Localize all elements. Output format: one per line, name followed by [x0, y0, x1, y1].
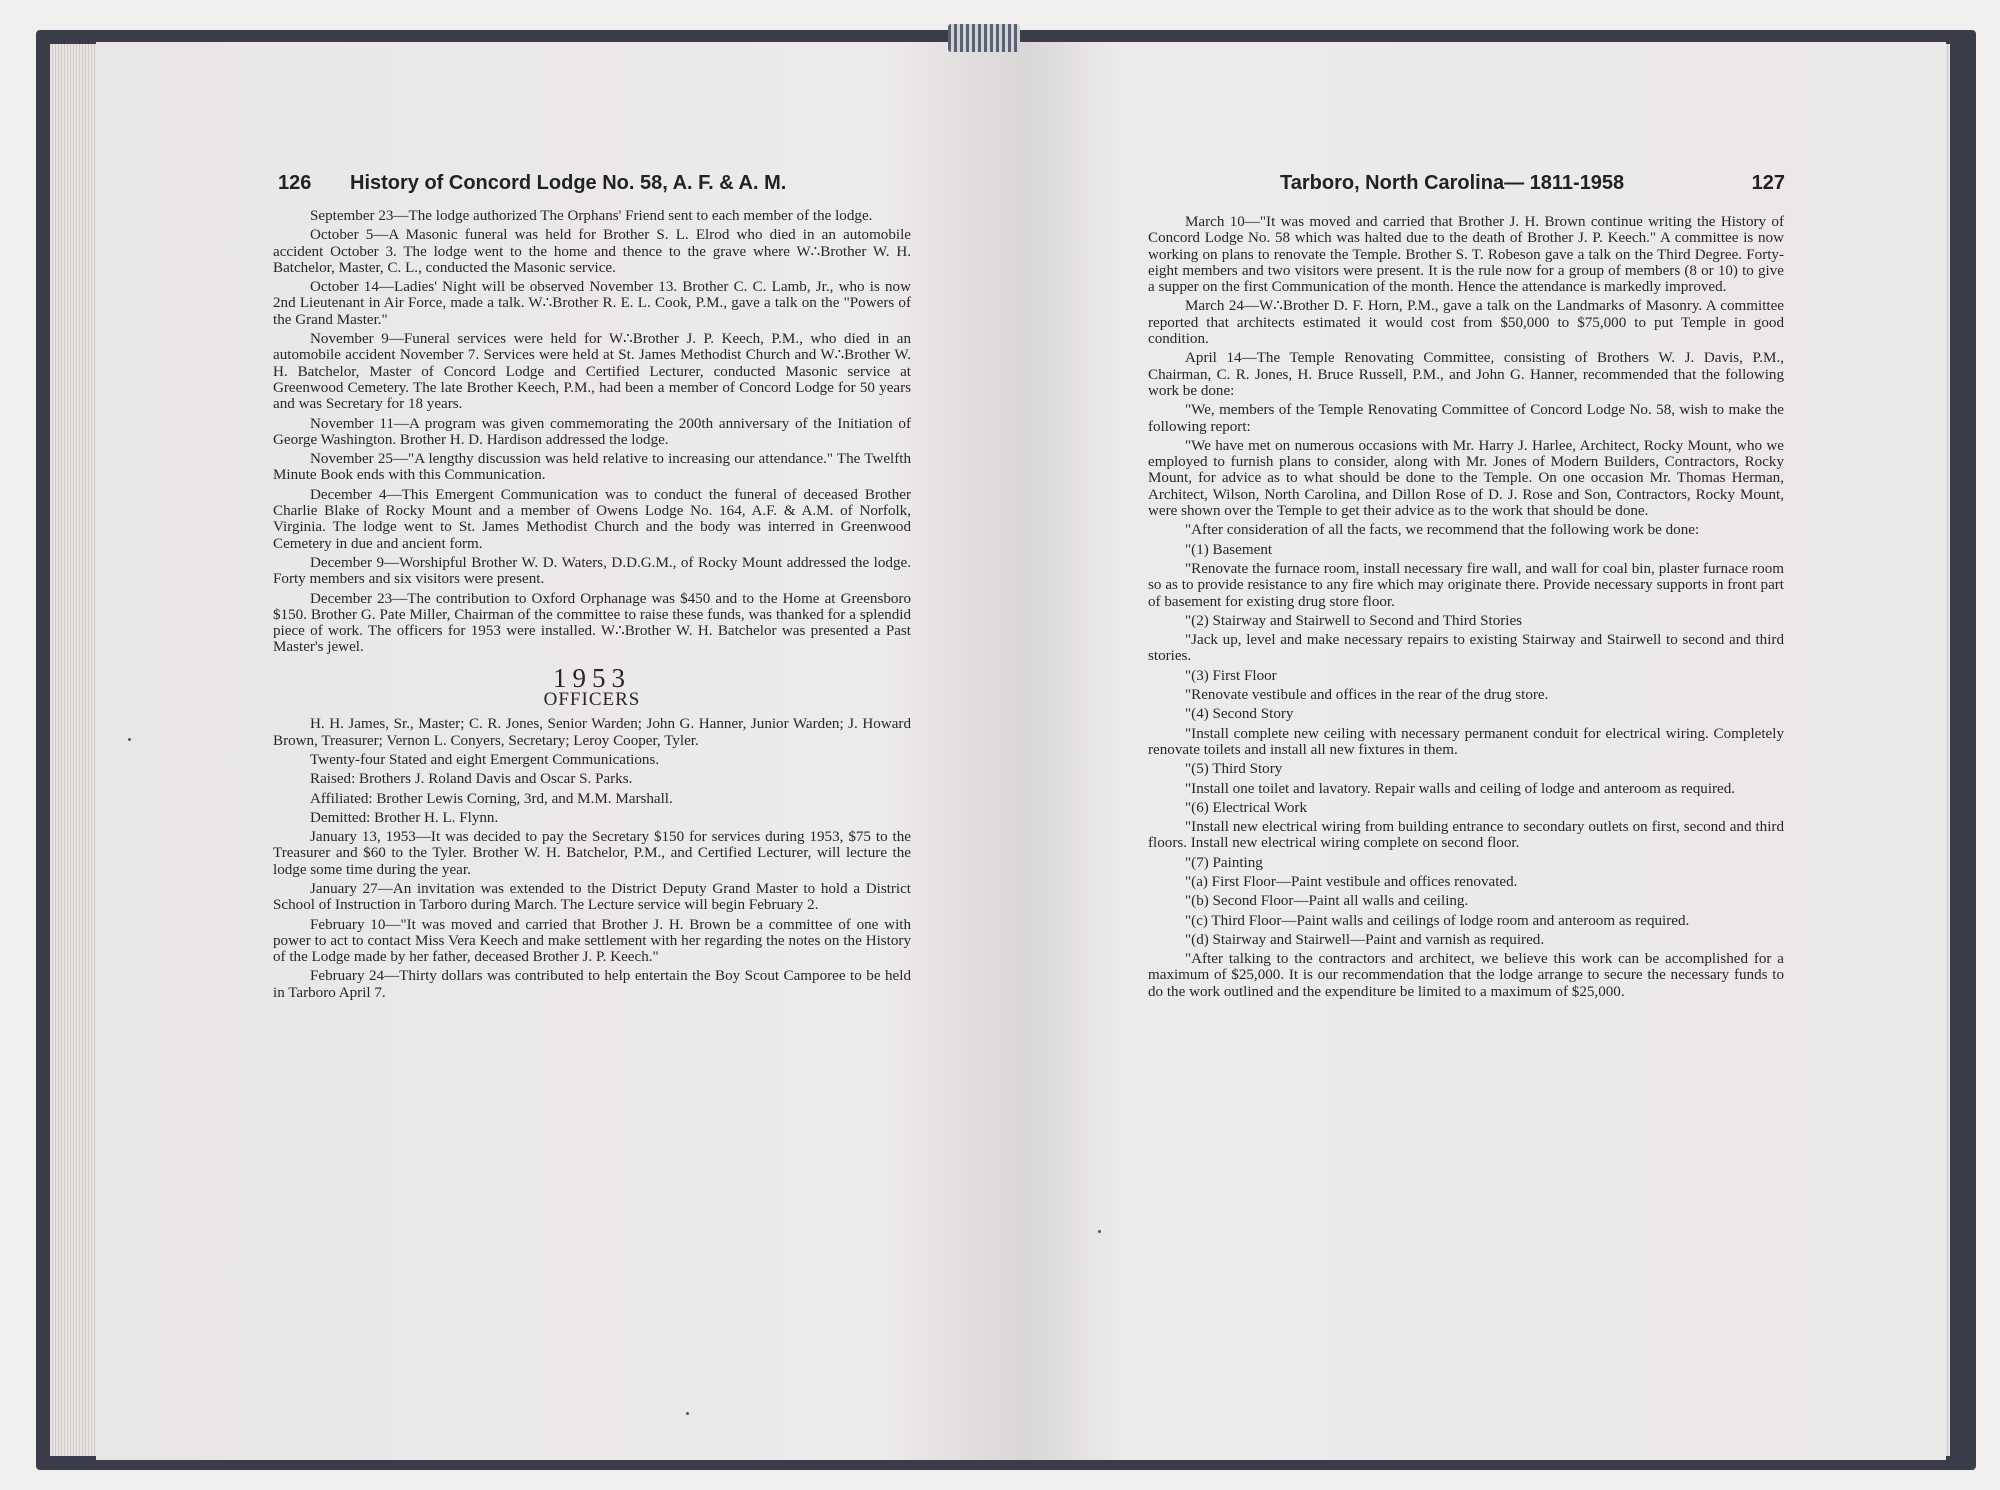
right-page-number: 127 — [1751, 172, 1785, 194]
minute-entry: "We have met on numerous occasions with Mr. Harry J. Harlee, Architect, Rocky Mount, who we employed to furnish plans to consider, along with Mr. Jones of Modern Builders, Contractors, Rocky Mount, for advice as to what should be done to the Temple. On one occasion Mr. Thomas Herman, Architect, Wilson, North Carolina, and Dillon Rose of D. J. Rose and Son, Contractors, Rocky Mount, were shown over the Temple to get their advice as to the work that should be done. — [1148, 437, 1784, 520]
left-text-column — [273, 208, 911, 1004]
minute-entry: September 23—The lodge authorized The Orphans' Friend sent to each member of the lodge. — [310, 208, 873, 224]
minute-entry: October 5—A Masonic funeral was held for Brother S. L. Elrod who died in an automobile accident October 3. The lodge went to the home and thence to the grave where W∴Brother W. H. Batchelor, Master, C. L., conducted the Masonic service. — [273, 227, 911, 276]
left-entries-1952 — [273, 208, 911, 656]
minute-entry: April 14—The Temple Renovating Committee, consisting of Brothers W. J. Davis, P.M., Chairman, C. R. Jones, H. Bruce Russell, P.M., and John G. Hanner, recommended that the following work be done: — [1148, 350, 1784, 399]
minute-entry: "(4) Second Story — [1185, 706, 1294, 723]
officers-heading: OFFICERS — [543, 689, 641, 711]
minute-entry: November 25—"A lengthy discussion was held relative to increasing our attendance." The Twelfth Minute Book ends with this Communication. — [273, 451, 911, 484]
right-text-column — [1148, 214, 1784, 1003]
minute-entry: December 23—The contribution to Oxford Orphanage was $450 and to the Home at Greensboro $150. Brother G. Pate Miller, Chairman of the committee to raise these funds, was thanked for a splendid piece of work. The officers for 1953 were installed. W∴Brother W. H. Batchelor was presented a Past Master's jewel. — [273, 590, 911, 656]
minute-entry: "(6) Electrical Work — [1185, 799, 1308, 816]
minute-entry: "Renovate the furnace room, install necessary fire wall, and wall for coal bin, plaster furnace room so as to provide resistance to any fire which may originate there. Provide necessary supports in front part of basement for existing drug store floor. — [1148, 560, 1784, 610]
minute-entry: "(d) Stairway and Stairwell—Paint and varnish as required. — [1185, 931, 1545, 948]
minute-entry: "Renovate vestibule and offices in the rear of the drug store. — [1185, 687, 1549, 704]
minute-entry: "(b) Second Floor—Paint all walls and ceiling. — [1185, 893, 1469, 910]
minute-entry: "We, members of the Temple Renovating Committee of Concord Lodge No. 58, wish to make the following report: — [1148, 402, 1784, 435]
minute-entry: "Jack up, level and make necessary repairs to existing Stairway and Stairwell to second and third stories. — [1148, 632, 1784, 665]
spine-binding-thread — [948, 24, 1020, 52]
left-running-head-title: History of Concord Lodge No. 58, A. F. & A. M. — [350, 172, 787, 194]
right-running-head-title: Tarboro, North Carolina— 1811-1958 — [1280, 172, 1625, 194]
minute-entry: "Install one toilet and lavatory. Repair walls and ceiling of lodge and anteroom as required. — [1185, 780, 1736, 797]
minute-entry: October 14—Ladies' Night will be observed November 13. Brother C. C. Lamb, Jr., who is now 2nd Lieutenant in Air Force, made a talk. W∴Brother R. E. L. Cook, P.M., gave a talk on the "Powers of the Grand Master." — [273, 279, 911, 328]
print-speck — [128, 738, 131, 741]
minute-entry: "(2) Stairway and Stairwell to Second and Third Stories — [1185, 612, 1523, 629]
minute-entry: March 10—"It was moved and carried that Brother J. H. Brown continue writing the History of Concord Lodge No. 58 which was halted due to the death of Brother J. P. Keech." A committee is now working on plans to renovate the Temple. Brother S. T. Robeson gave a talk on the Third Degree. Forty-eight members and two visitors were present. It is the rule now for a group of members (8 or 10) to give a supper on the first Communication of the month. Hence the attendance is markedly improved. — [1148, 214, 1784, 296]
print-speck — [686, 1412, 689, 1415]
minute-entry: December 9—Worshipful Brother W. D. Waters, D.D.G.M., of Rocky Mount addressed the lodge. Forty members and six visitors were present. — [273, 554, 911, 588]
left-entries-1953 — [273, 716, 911, 1001]
minute-entry: January 13, 1953—It was decided to pay the Secretary $150 for services during 1953, $75 to the Treasurer and $60 to the Tyler. Brother W. H. Batchelor, P.M., and Certified Lecturer, will lecture the lodge some time during the year. — [273, 829, 911, 878]
minute-entry: Affiliated: Brother Lewis Corning, 3rd, and M.M. Marshall. — [310, 790, 673, 807]
minute-entry: February 24—Thirty dollars was contributed to help entertain the Boy Scout Camporee to be held in Tarboro April 7. — [273, 968, 911, 1001]
minute-entry: "(c) Third Floor—Paint walls and ceilings of lodge room and anteroom as required. — [1185, 912, 1690, 929]
minute-entry: "After talking to the contractors and architect, we believe this work can be accomplished for a maximum of $25,000. It is our recommendation that the lodge arrange to secure the necessary funds to do the work outlined and the expenditure be limited to a maximum of $25,000. — [1148, 951, 1784, 1000]
right-running-header — [1280, 172, 1785, 202]
minute-entry: November 11—A program was given commemorating the 200th anniversary of the Initiation of George Washington. Brother H. D. Hardison addressed the lodge. — [273, 415, 911, 448]
minute-entry: November 9—Funeral services were held for W∴Brother J. P. Keech, P.M., who died in an automobile accident November 7. Services were held at St. James Methodist Church and W∴Brother W. H. Batchelor, Master of Concord Lodge and Certified Lecturer, conducted Masonic service at Greenwood Cemetery. The late Brother Keech, P.M., had been a member of Concord Lodge for 50 years and was Secretary for 18 years. — [273, 331, 911, 413]
minute-entry: "Install complete new ceiling with necessary permanent conduit for electrical wiring. Completely renovate toilets and install all new fixtures in them. — [1148, 725, 1784, 758]
minute-entry: "(3) First Floor — [1185, 667, 1277, 684]
right-entries — [1148, 214, 1784, 1000]
minute-entry: Twenty-four Stated and eight Emergent Communications. — [310, 751, 660, 768]
print-speck — [1098, 1230, 1101, 1233]
minute-entry: January 27—An invitation was extended to the District Deputy Grand Master to hold a District School of Instruction in Tarboro during March. The Lecture service will begin February 2. — [273, 880, 911, 914]
minute-entry: "Install new electrical wiring from building entrance to secondary outlets on first, second and third floors. Install new electrical wiring complete on second floor. — [1148, 819, 1784, 852]
minute-entry: H. H. James, Sr., Master; C. R. Jones, Senior Warden; John G. Hanner, Junior Warden; J. Howard Brown, Treasurer; Vernon L. Conyers, Secretary; Leroy Cooper, Tyler. — [273, 716, 911, 749]
minute-entry: December 4—This Emergent Communication was to conduct the funeral of deceased Brother Charlie Blake of Rocky Mount and a member of Owens Lodge No. 164, A.F. & A.M. of Norfolk, Virginia. The lodge went to St. James Methodist Church and the body was interred in Greenwood Cemetery in due and ancient form. — [273, 486, 911, 552]
left-running-header — [278, 172, 938, 202]
year-heading: 1953 — [553, 662, 631, 693]
minute-entry: "After consideration of all the facts, we recommend that the following work be done: — [1185, 522, 1700, 539]
minute-entry: "(5) Third Story — [1185, 761, 1283, 778]
minute-entry: February 10—"It was moved and carried that Brother J. H. Brown be a committee of one with power to act to contact Miss Vera Keech and make settlement with her regarding the notes on the History of the Lodge made by her father, deceased Brother J. P. Keech." — [273, 916, 911, 966]
minute-entry: "(7) Painting — [1185, 854, 1263, 871]
minute-entry: "(a) First Floor—Paint vestibule and offices renovated. — [1185, 873, 1518, 890]
minute-entry: "(1) Basement — [1185, 541, 1273, 558]
left-page-number: 126 — [278, 172, 312, 194]
minute-entry: Demitted: Brother H. L. Flynn. — [310, 809, 499, 826]
minute-entry: March 24—W∴Brother D. F. Horn, P.M., gave a talk on the Landmarks of Masonry. A committee reported that architects estimated it would cost from $50,000 to $75,000 to put Temple in good condition. — [1148, 298, 1784, 348]
minute-entry: Raised: Brothers J. Roland Davis and Oscar S. Parks. — [310, 771, 633, 788]
